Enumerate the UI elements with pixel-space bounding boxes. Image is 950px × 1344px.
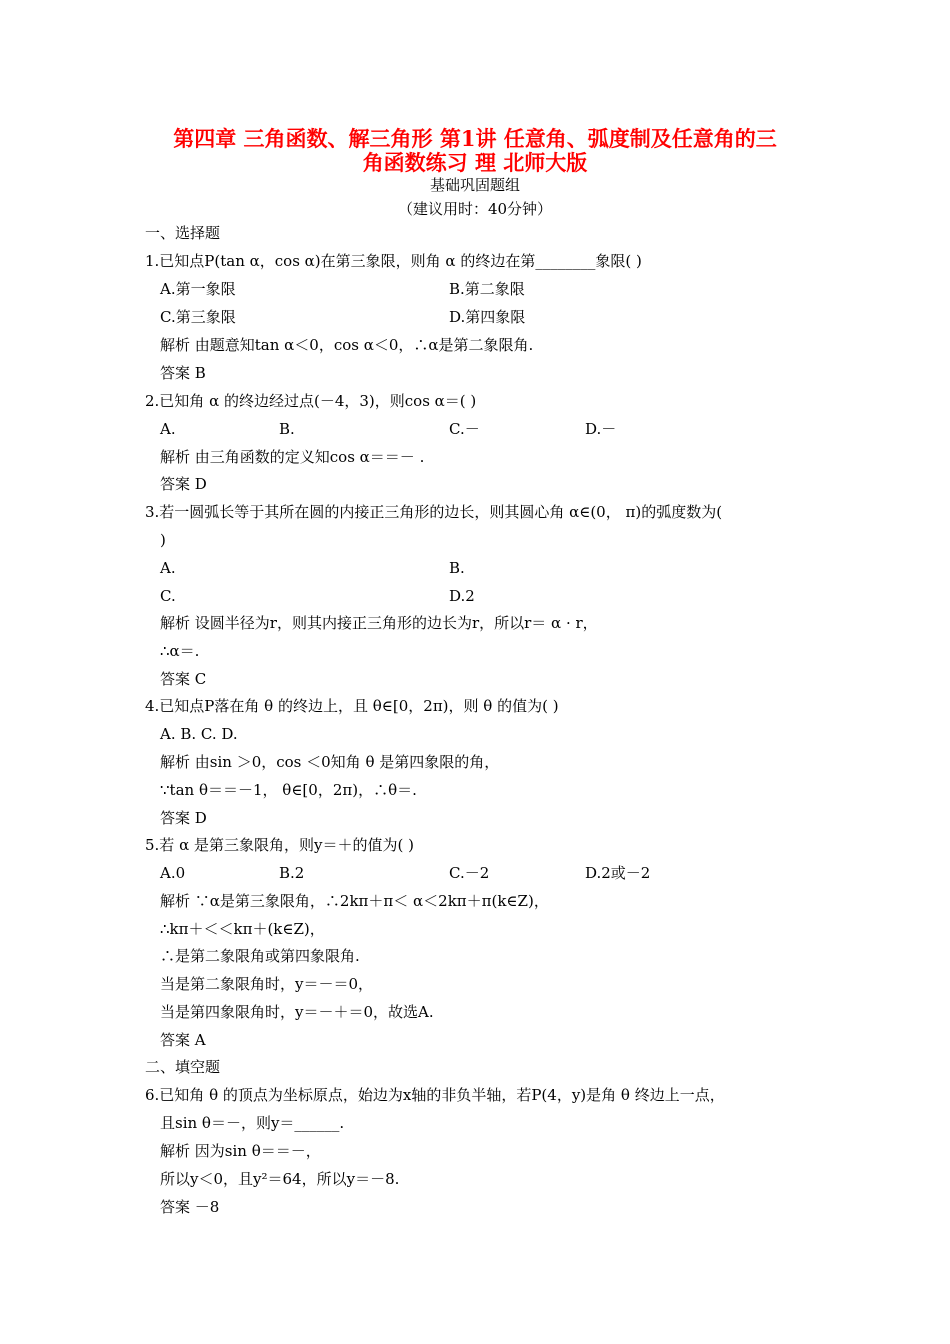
question-5-analysis-line-3: ∴是第二象限角或第四象限角. [160,947,360,965]
question-6-analysis: 解析 因为sin θ＝＝－， [160,1142,321,1160]
question-5-analysis: 解析 ∵α是第三象限角，∴2kπ＋π＜ α＜2kπ＋π(k∈Z)， [160,892,549,910]
question-2-answer: 答案 D [160,475,207,493]
question-5-option-c: C.－2 [449,864,490,882]
question-1-option-c: C.第三象限 [160,308,236,326]
question-3-option-b: B. [449,559,465,577]
question-6-answer: 答案 －8 [160,1198,220,1216]
question-5-option-a: A.0 [160,864,186,882]
question-3-stem: 3.若一圆弧长等于其所在圆的内接正三角形的边长，则其圆心角 α∈(0， π)的弧度数为( [145,503,723,521]
question-5-option-b: B.2 [279,864,305,882]
question-5-answer: 答案 A [160,1031,206,1049]
question-3-option-d: D.2 [449,587,475,605]
question-5-option-d: D.2或－2 [585,864,651,882]
question-3-analysis-continued: ∴α＝. [160,642,200,660]
section-heading-fill-blank: 二、填空题 [145,1058,221,1076]
question-5-analysis-line-5: 当是第四象限角时，y＝－＋＝0，故选A. [160,1003,434,1021]
question-4-options: A. B. C. D. [160,725,238,743]
question-1-option-b: B.第二象限 [449,280,525,298]
time-note: （建议用时：40分钟） [397,200,553,218]
question-3-option-c: C. [160,587,176,605]
question-5-stem: 5.若 α 是第三象限角，则y＝＋的值为( ) [145,836,414,854]
question-2-analysis: 解析 由三角函数的定义知cos α＝＝－ . [160,448,425,466]
question-1-option-a: A.第一象限 [160,280,236,298]
question-4-analysis-continued: ∵tan θ＝＝－1， θ∈[0，2π)，∴θ＝. [160,781,417,799]
question-4-analysis: 解析 由sin ＞0，cos ＜0知角 θ 是第四象限的角， [160,753,500,771]
question-6-analysis-continued: 所以y＜0，且y²＝64，所以y＝－8. [160,1170,400,1188]
question-5-analysis-line-2: ∴kπ＋＜＜kπ＋(k∈Z)， [160,920,325,938]
document-title-line-2: 角函数练习 理 北师大版 [362,150,588,175]
question-4-stem: 4.已知点P落在角 θ 的终边上，且 θ∈[0，2π)，则 θ 的值为( ) [145,697,559,715]
question-3-stem-continued: ) [160,531,166,549]
question-2-option-c: C.－ [449,420,480,438]
subtitle: 基础巩固题组 [429,176,520,194]
question-6-stem: 6.已知角 θ 的顶点为坐标原点，始边为x轴的非负半轴，若P(4，y)是角 θ 终边上一点， [145,1086,725,1104]
question-3-analysis: 解析 设圆半径为r，则其内接正三角形的边长为r，所以r＝ α · r， [160,614,598,632]
question-1-answer: 答案 B [160,364,206,382]
question-5-analysis-line-4: 当是第二象限角时，y＝－＝0， [160,975,374,993]
question-2-option-a: A. [160,420,176,438]
section-heading-choice: 一、选择题 [145,224,221,242]
question-1-analysis: 解析 由题意知tan α＜0，cos α＜0，∴α是第二象限角. [160,336,534,354]
question-3-option-a: A. [160,559,176,577]
question-3-answer: 答案 C [160,670,207,688]
question-1-option-d: D.第四象限 [449,308,526,326]
question-4-answer: 答案 D [160,809,207,827]
question-2-option-d: D.－ [585,420,617,438]
question-6-stem-continued: 且sin θ＝－，则y＝______. [160,1114,345,1132]
document-title-line-1: 第四章 三角函数、解三角形 第1讲 任意角、弧度制及任意角的三 [173,126,777,151]
question-1-stem: 1.已知点P(tan α，cos α)在第三象限，则角 α 的终边在第________象限( ) [145,252,642,270]
question-2-option-b: B. [279,420,295,438]
question-2-stem: 2.已知角 α 的终边经过点(－4，3)，则cos α＝( ) [145,392,477,410]
